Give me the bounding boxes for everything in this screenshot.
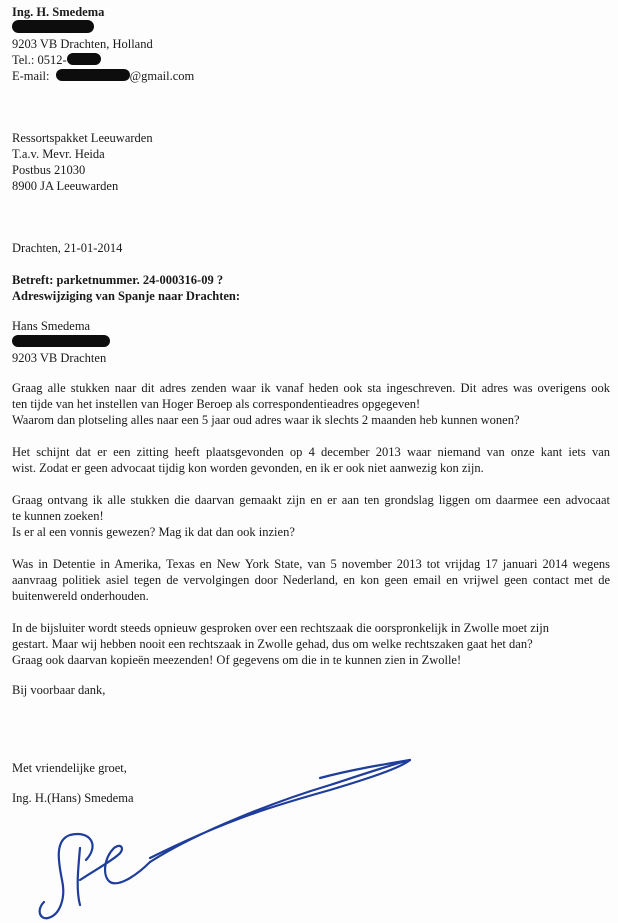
address-name: Hans Smedema xyxy=(12,319,91,333)
signature-name: Ing. H.(Hans) Smedema xyxy=(12,791,134,805)
sender-email-domain: @gmail.com xyxy=(129,69,195,83)
recipient-line4: 8900 JA Leeuwarden xyxy=(12,179,119,193)
subject-line2: Adreswijziging van Spanje naar Drachten: xyxy=(12,289,241,303)
sender-name: Ing. H. Smedema xyxy=(12,5,105,19)
closing-thanks: Bij voorbaar dank, xyxy=(12,683,106,697)
paragraph-line: Is er al een vonnis gewezen? Mag ik dat dan ook inzien? xyxy=(12,525,295,539)
recipient-line3: Postbus 21030 xyxy=(12,163,86,177)
paragraph-line: Graag ook daarvan kopieën meezenden! Of gegevens om die in te kunnen zien in Zwolle! xyxy=(12,653,462,667)
paragraph-line: Was in Detentie in Amerika, Texas en New York State, van 5 november 2013 tot vrijdag 17 januari 2014 wegens xyxy=(12,557,610,571)
paragraph-line: buitenwereld onderhouden. xyxy=(12,589,149,603)
paragraph-line: ten tijde van het instellen van Hoger Beroep als correspondentieadres opgegeven! xyxy=(12,397,421,411)
sender-city: 9203 VB Drachten, Holland xyxy=(12,37,153,51)
paragraph-line: Waarom dan plotseling alles naar een 5 jaar oud adres waar ik slechts 2 maanden heb kunnen wonen? xyxy=(12,413,520,427)
recipient-line2: T.a.v. Mevr. Heida xyxy=(12,147,105,161)
paragraph-line: gestart. Maar wij hebben nooit een rechtszaak in Zwolle gehad, dus om welke rechtszaken gaat het dan? xyxy=(12,637,533,651)
sender-email-label: E-mail: xyxy=(12,69,50,83)
letter-date: Drachten, 21-01-2014 xyxy=(12,241,123,255)
closing-greeting: Met vriendelijke groet, xyxy=(12,761,127,775)
paragraph-line: Het schijnt dat er een zitting heeft plaatsgevonden op 4 december 2013 waar niemand van onze kant iets van xyxy=(12,445,610,459)
paragraph-line: te kunnen zoeken! xyxy=(12,509,104,523)
subject-line1: Betreft: parketnummer. 24-000316-09 ? xyxy=(12,273,224,287)
paragraph-line: aanvraag politiek asiel tegen de vervolgingen door Nederland, en kon geen email en vrijwel geen contact met de xyxy=(12,573,610,587)
paragraph-line: Graag alle stukken naar dit adres zenden waar ik vanaf heden ook sta ingeschreven. Dit adres was overigens ook xyxy=(12,381,610,395)
address-city: 9203 VB Drachten xyxy=(12,351,107,365)
paragraph-line: Graag ontvang ik alle stukken die daarvan gemaakt zijn en er aan ten grondslag liggen om daarmee een advocaat xyxy=(12,493,610,507)
paragraph-line: In de bijsluiter wordt steeds opnieuw gesproken over een rechtszaak die oorspronkelijk in Zwolle moet zijn xyxy=(12,621,549,635)
recipient-line1: Ressortspakket Leeuwarden xyxy=(12,131,153,145)
sender-tel-prefix: Tel.: 0512- xyxy=(12,53,67,67)
paragraph-line: wist. Zodat er geen advocaat tijdig kon worden gevonden, en ik er ook niet aanwezig kon zijn. xyxy=(12,461,484,475)
